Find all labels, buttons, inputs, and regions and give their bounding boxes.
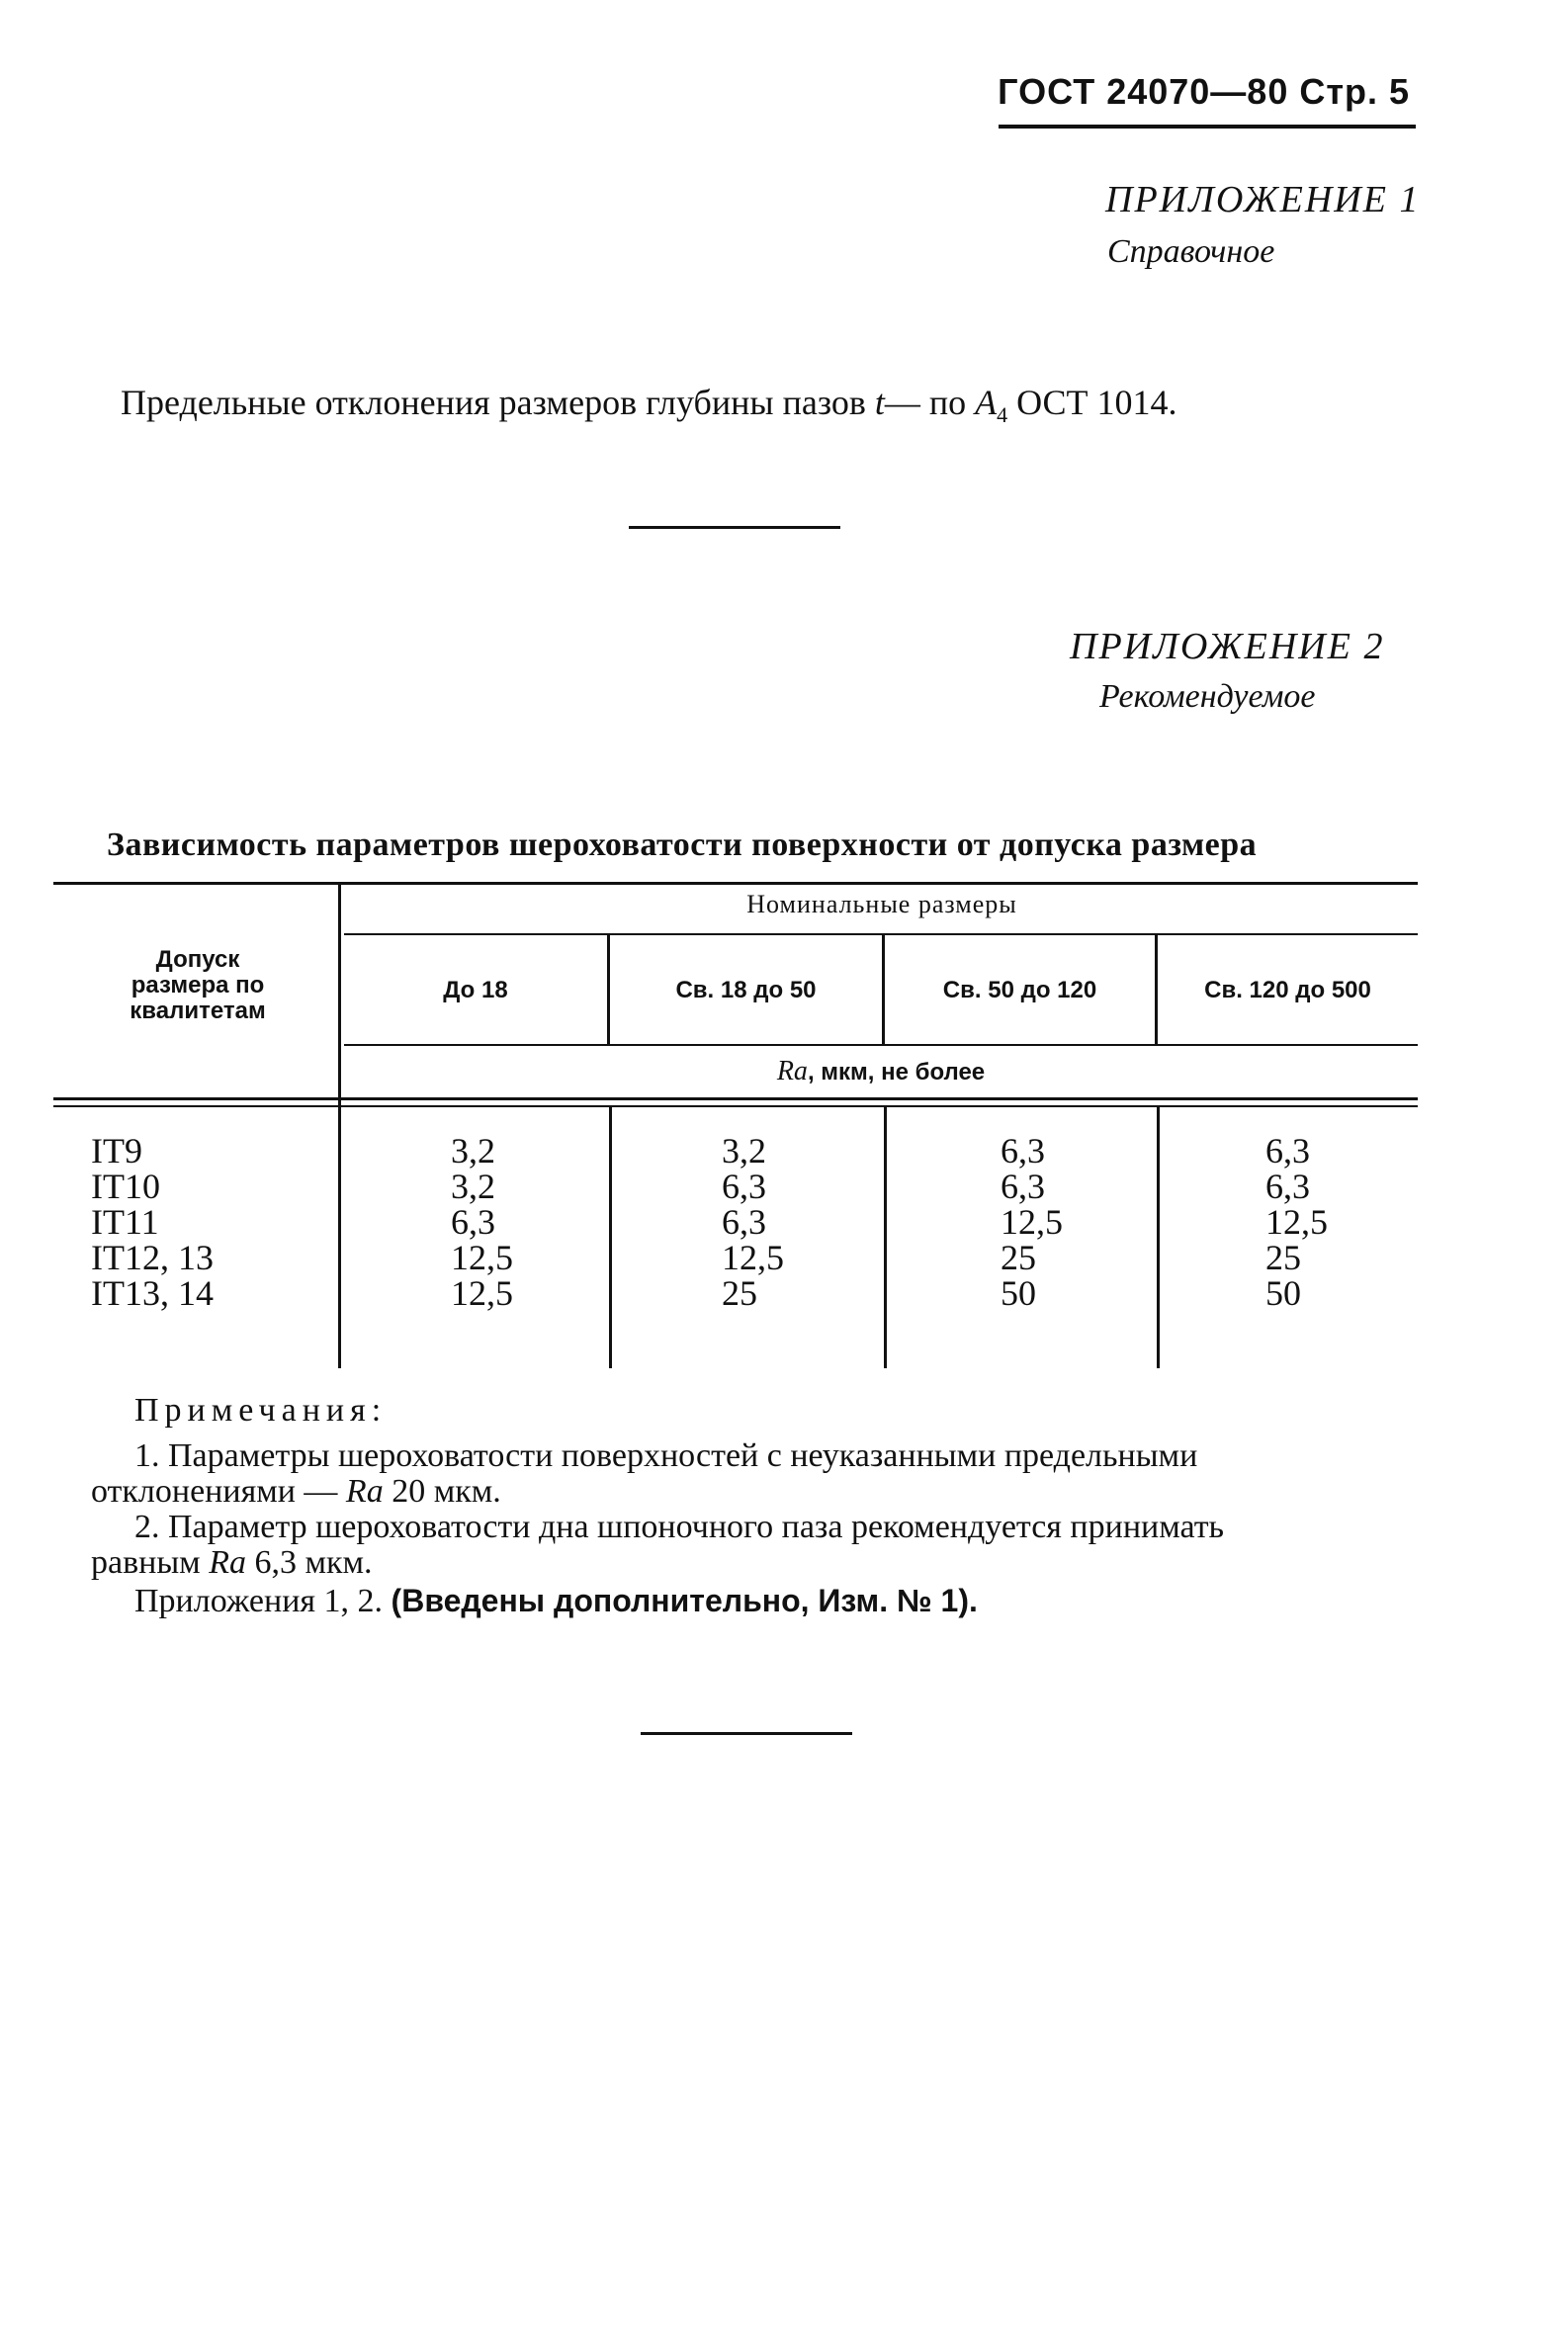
- column-header-2: Св. 18 до 50: [675, 977, 817, 1003]
- left-header-line-2: размера по: [131, 972, 265, 999]
- columns-header-rule: [344, 1044, 1418, 1046]
- table-cell: 25: [1265, 1238, 1301, 1277]
- appendix-2-subtitle: Рекомендуемое: [1099, 678, 1316, 715]
- group-header-rule: [344, 933, 1418, 935]
- appendix-1-text-main: Предельные отклонения размеров глубины пазов: [121, 383, 866, 422]
- unit-var: Ra: [776, 1056, 808, 1086]
- appendix-1-title: ПРИЛОЖЕНИЕ 1: [1105, 179, 1421, 220]
- appendix-1-text-end: ОСТ 1014.: [1016, 383, 1177, 422]
- row-label-it12-13: IT12, 13: [91, 1238, 214, 1277]
- left-header-line-1: Допуск: [155, 946, 240, 973]
- group-header: Номинальные размеры: [746, 890, 1017, 918]
- appendix-reference-bold: (Введены дополнительно, Изм. № 1).: [391, 1583, 978, 1618]
- column-header-4: Св. 120 до 500: [1204, 977, 1371, 1003]
- table-cell: 6,3: [1265, 1167, 1310, 1206]
- table-cell: 6,3: [1001, 1131, 1045, 1171]
- table-cell: 12,5: [722, 1238, 784, 1277]
- body-vline-1: [609, 1107, 612, 1368]
- table-cell: 50: [1001, 1273, 1036, 1313]
- left-header: [59, 947, 336, 1024]
- table-cell: 3,2: [722, 1131, 766, 1171]
- column-header-3: Св. 50 до 120: [942, 977, 1097, 1003]
- body-vline-2: [884, 1107, 887, 1368]
- note-2-text: равным: [91, 1544, 201, 1581]
- table-cell: 25: [722, 1273, 757, 1313]
- appendix-reference-text: Приложения 1, 2.: [134, 1583, 384, 1619]
- note-1-line-2: [91, 1473, 501, 1511]
- table-cell: 3,2: [451, 1131, 495, 1171]
- note-1-line-1: 1. Параметры шероховатости поверхностей с неуказанными предельными: [134, 1437, 1198, 1474]
- appendix-1-var-a: A: [975, 383, 998, 422]
- unit-header: [344, 1056, 1418, 1087]
- note-1-text: отклонениями —: [91, 1473, 338, 1510]
- note-2-end: 6,3 мкм.: [254, 1544, 373, 1581]
- appendix-1-subscript: 4: [997, 402, 1008, 428]
- separator-rule-1: [629, 526, 840, 529]
- notes-heading: Примечания:: [134, 1392, 388, 1429]
- appendix-1-var-t: t: [874, 383, 885, 422]
- unit-text: , мкм, не более: [807, 1059, 986, 1086]
- table-cell: 12,5: [451, 1273, 513, 1313]
- table-cell: 3,2: [451, 1167, 495, 1206]
- header-bottom-rule-2: [53, 1105, 1418, 1107]
- note-2-line-2: [91, 1544, 373, 1582]
- header-rule: [999, 125, 1416, 129]
- table-top-rule: [53, 882, 1418, 885]
- table-cell: 6,3: [722, 1167, 766, 1206]
- note-2-var: Ra: [209, 1544, 246, 1581]
- table-cell: 12,5: [451, 1238, 513, 1277]
- table-cell: 6,3: [1001, 1167, 1045, 1206]
- table-cell: 25: [1001, 1238, 1036, 1277]
- table-cell: 12,5: [1265, 1202, 1328, 1242]
- column-header-1: До 18: [443, 977, 508, 1003]
- appendix-reference: [134, 1582, 978, 1620]
- table-cell: 12,5: [1001, 1202, 1063, 1242]
- row-label-it9: IT9: [91, 1131, 142, 1171]
- note-2-line-1: 2. Параметр шероховатости дна шпоночного паза рекомендуется принимать: [134, 1509, 1225, 1545]
- note-1-var: Ra: [345, 1473, 384, 1510]
- table-title: Зависимость параметров шероховатости поверхности от допуска размера: [107, 826, 1258, 863]
- appendix-1-text-mid: — по: [884, 383, 967, 422]
- row-label-it10: IT10: [91, 1167, 160, 1206]
- table-cell: 6,3: [1265, 1131, 1310, 1171]
- body-vline-3: [1157, 1107, 1160, 1368]
- left-header-line-3: квалитетам: [130, 998, 266, 1024]
- table-vline-left: [338, 884, 341, 1368]
- note-1-end: 20 мкм.: [392, 1473, 501, 1510]
- appendix-1-subtitle: Справочное: [1107, 233, 1275, 270]
- appendix-1-text: [121, 382, 1177, 428]
- separator-rule-2: [641, 1732, 852, 1735]
- appendix-2-title: ПРИЛОЖЕНИЕ 2: [1070, 626, 1385, 667]
- table-cell: 50: [1265, 1273, 1301, 1313]
- page-header: ГОСТ 24070—80 Стр. 5: [998, 71, 1410, 112]
- table-cell: 6,3: [722, 1202, 766, 1242]
- table-cell: 6,3: [451, 1202, 495, 1242]
- row-label-it11: IT11: [91, 1202, 159, 1242]
- row-label-it13-14: IT13, 14: [91, 1273, 214, 1313]
- header-bottom-rule-1: [53, 1097, 1418, 1100]
